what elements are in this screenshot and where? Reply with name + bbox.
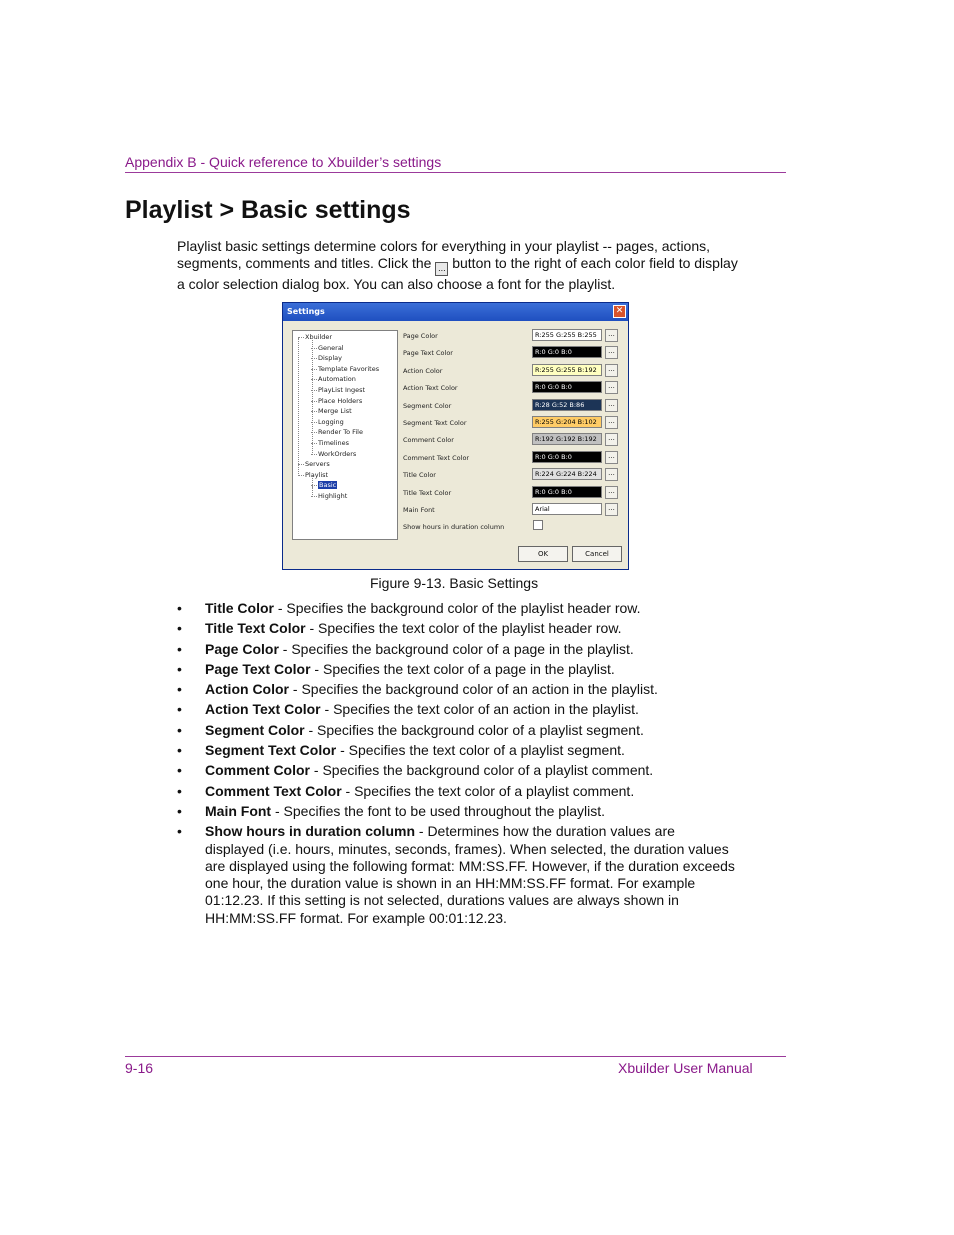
color-value-field[interactable]: R:0 G:0 B:0 <box>532 346 602 358</box>
setting-description: - Specifies the background color of a page in the playlist. <box>278 640 634 657</box>
list-item <box>177 823 737 927</box>
setting-row <box>403 468 623 482</box>
intro-text-2: button to the right of each color field to display a color selection dialog box. You can also choose a font for the playlist. <box>177 255 738 293</box>
setting-description: - Specifies the text color of a playlist segment. <box>336 742 625 759</box>
color-value-field[interactable]: R:255 G:204 B:102 <box>532 416 602 428</box>
setting-row <box>403 364 623 378</box>
setting-label: Segment Color <box>403 401 452 410</box>
color-value-field[interactable]: R:0 G:0 B:0 <box>532 486 602 498</box>
ellipsis-button[interactable]: ... <box>605 329 618 342</box>
setting-term: Main Font <box>205 802 272 819</box>
setting-description: - Determines how the duration values are displayed (i.e. hours, minutes, seconds, frames). When selected, the duration values are displayed using the following format: MM:SS.FF. However, if the duration exceeds one hour, the duration value is shown in an HH:MM:SS.FF format. For example 01:12.23. If this setting is not selected, durations values are always shown in HH:MM:SS.FF format. For example 00:01:12.23. <box>205 823 735 926</box>
ellipsis-button[interactable]: ... <box>605 486 618 499</box>
setting-description: - Specifies the text color of a playlist comment. <box>341 782 635 799</box>
tree-item[interactable]: Display <box>318 354 342 363</box>
setting-term: Show hours in duration column <box>205 823 415 840</box>
setting-row <box>403 346 623 360</box>
tree-connector <box>312 476 313 487</box>
color-value-field[interactable]: R:0 G:0 B:0 <box>532 381 602 393</box>
setting-term: Page Color <box>205 640 279 657</box>
list-item <box>177 600 737 617</box>
tree-item[interactable]: Basic <box>319 481 337 490</box>
list-item <box>177 681 737 698</box>
setting-term: Comment Text Color <box>205 782 342 799</box>
tree-item[interactable]: Automation <box>318 375 356 384</box>
setting-description: - Specifies the font to be used throughout the playlist. <box>271 802 605 819</box>
list-item <box>177 701 737 718</box>
color-value-field[interactable]: R:28 G:52 B:86 <box>532 399 602 411</box>
tree-item[interactable]: Timelines <box>318 439 350 447</box>
settings-description-list <box>177 600 737 930</box>
tree-item[interactable]: WorkOrders <box>318 449 357 458</box>
tree-item[interactable]: Logging <box>318 417 344 426</box>
show-hours-checkbox[interactable] <box>533 520 543 530</box>
setting-label: Comment Color <box>403 436 454 445</box>
page-title: Playlist > Basic settings <box>125 196 411 224</box>
setting-label: Title Color <box>403 471 436 480</box>
manual-title: Xbuilder User Manual <box>618 1060 753 1076</box>
list-item <box>177 783 737 800</box>
list-item <box>177 641 737 658</box>
setting-description: - Specifies the background color of the playlist header row. <box>273 600 641 616</box>
setting-row <box>403 451 623 465</box>
settings-dialog <box>282 302 629 570</box>
setting-term: Page Text Color <box>205 660 311 677</box>
setting-label: Show hours in duration column <box>403 523 505 532</box>
show-hours-row <box>403 520 623 534</box>
tree-item[interactable]: Template Favorites <box>318 364 380 373</box>
tree-item[interactable]: Render To File <box>318 428 363 437</box>
setting-label: Action Color <box>403 366 443 375</box>
ellipsis-button[interactable]: ... <box>605 503 618 516</box>
ellipsis-button[interactable]: ... <box>605 416 618 429</box>
color-value-field[interactable]: R:224 G:224 B:224 <box>532 468 602 480</box>
list-item <box>177 742 737 759</box>
setting-label: Comment Text Color <box>403 453 470 462</box>
list-item <box>177 762 737 779</box>
cancel-button[interactable]: Cancel <box>572 546 622 562</box>
ellipsis-button[interactable]: ... <box>605 399 618 412</box>
page-number: 9-16 <box>125 1060 154 1076</box>
list-item <box>177 661 737 678</box>
color-value-field[interactable]: Arial <box>532 503 602 515</box>
list-item <box>177 620 737 637</box>
inline-ellipsis-button-icon: ... <box>435 262 448 276</box>
tree-item[interactable]: Servers <box>305 460 330 469</box>
ok-button[interactable]: OK <box>518 546 568 562</box>
setting-row <box>403 416 623 430</box>
color-value-field[interactable]: R:255 G:255 B:255 <box>532 329 602 341</box>
color-value-field[interactable]: R:255 G:255 B:192 <box>532 364 602 376</box>
tree-item[interactable]: Xbuilder <box>305 333 333 341</box>
dialog-titlebar <box>283 303 628 321</box>
setting-term: Action Color <box>205 681 289 698</box>
setting-term: Title Color <box>205 600 274 616</box>
setting-label: Page Color <box>403 332 438 340</box>
intro-paragraph <box>177 238 747 294</box>
setting-row <box>403 381 623 395</box>
setting-term: Segment Color <box>205 721 305 738</box>
tree-item[interactable]: Highlight <box>318 492 348 500</box>
tree-item[interactable]: Merge List <box>318 407 352 416</box>
setting-term: Segment Text Color <box>205 742 337 759</box>
tree-item[interactable]: General <box>318 343 344 352</box>
tree-connector <box>298 338 299 476</box>
setting-description: - Specifies the text color of an action in the playlist. <box>320 701 639 718</box>
dialog-title: Settings <box>287 307 325 316</box>
setting-term: Title Text Color <box>205 620 306 637</box>
tree-item[interactable]: Playlist <box>305 470 329 479</box>
ellipsis-button[interactable]: ... <box>605 346 618 359</box>
ellipsis-button[interactable]: ... <box>605 433 618 446</box>
color-value-field[interactable]: R:0 G:0 B:0 <box>532 451 602 463</box>
setting-label: Segment Text Color <box>403 419 467 427</box>
setting-row <box>403 503 623 517</box>
setting-label: Main Font <box>403 506 435 514</box>
list-item <box>177 803 737 820</box>
figure-caption: Figure 9-13. Basic Settings <box>370 575 539 591</box>
ellipsis-button[interactable]: ... <box>605 451 618 464</box>
tree-item[interactable]: PlayList Ingest <box>318 386 366 394</box>
ellipsis-button[interactable]: ... <box>605 468 618 481</box>
setting-label: Title Text Color <box>403 488 452 497</box>
setting-row <box>403 486 623 500</box>
setting-description: - Specifies the background color of a playlist segment. <box>304 721 644 738</box>
running-header: Appendix B - Quick reference to Xbuilder’s settings <box>125 154 442 170</box>
tree-connector <box>312 338 313 455</box>
list-item <box>177 722 737 739</box>
tree-connector <box>312 487 313 498</box>
setting-row <box>403 399 623 413</box>
color-value-field[interactable]: R:192 G:192 B:192 <box>532 433 602 445</box>
setting-description: - Specifies the background color of an action in the playlist. <box>289 681 658 698</box>
setting-row <box>403 329 623 343</box>
setting-description: - Specifies the text color of a page in the playlist. <box>310 660 615 677</box>
setting-description: - Specifies the text color of the playlist header row. <box>305 620 622 637</box>
setting-label: Action Text Color <box>403 384 458 393</box>
footer-rule <box>125 1056 786 1057</box>
close-icon[interactable]: ✕ <box>613 305 626 318</box>
settings-tree[interactable] <box>292 330 398 540</box>
ellipsis-button[interactable]: ... <box>605 381 618 394</box>
setting-term: Action Text Color <box>205 701 321 718</box>
header-rule <box>125 172 786 173</box>
intro-text-1: Playlist basic settings determine colors for everything in your playlist -- pages, actions, segments, comments and titles. Click the <box>177 238 711 272</box>
setting-description: - Specifies the background color of a playlist comment. <box>310 762 654 779</box>
setting-label: Page Text Color <box>403 349 453 358</box>
setting-term: Comment Color <box>205 762 310 779</box>
tree-item[interactable]: Place Holders <box>318 396 363 405</box>
setting-row <box>403 433 623 447</box>
ellipsis-button[interactable]: ... <box>605 364 618 377</box>
